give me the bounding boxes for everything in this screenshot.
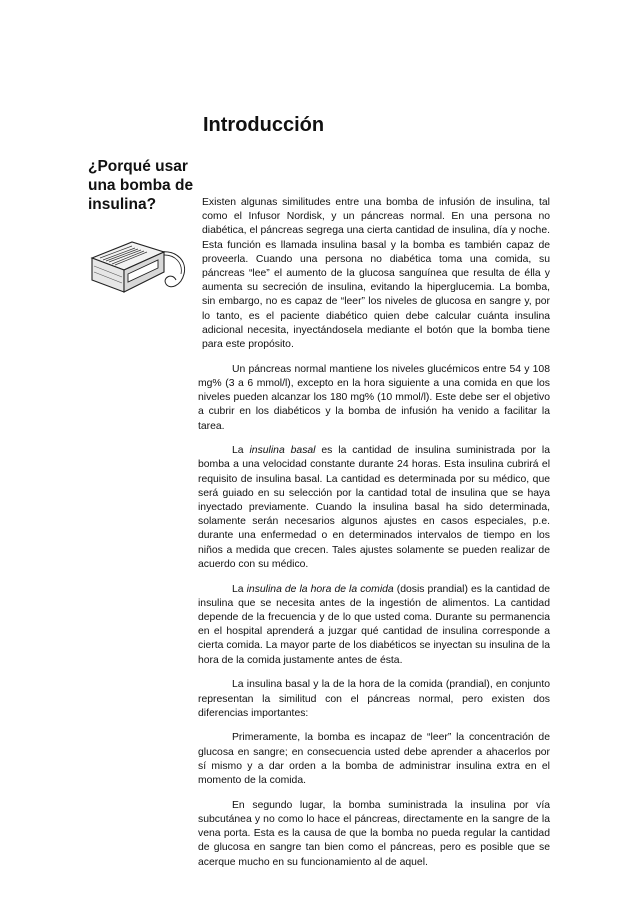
term-insulina-comida: insulina de la hora de la comida — [246, 583, 394, 595]
paragraph-7: En segundo lugar, la bomba suministrada la insulina por vía subcutánea y no como lo hace el páncreas, directamente en la sangre de la vena porta. Esta es la causa de que la bomba no pueda regular la cantidad de glucosa en sangre tan bien como el páncreas, pero es posible que se acerque mucho en su funcionamiento al de aquel. — [198, 799, 550, 868]
term-insulina-basal: insulina basal — [249, 445, 316, 457]
paragraph-3: La insulina basal es la cantidad de insulina suministrada por la bomba a una velocidad constante durante 24 horas. Esta insulina cubrirá el requisito de insulina basal. La cantidad es determinada por su médico, que será guiado en su selección por la cantidad total de insulina que se haya inyectado previamente. Cuando la insulina basal ha sido determinada, solamente serán necesarios algunos ajustes en casos especiales, p.e. durante una enfermedad o en determinados intervalos de tiempo en los niños a medida que crecen. Tales ajustes solamente se pueden realizar de acuerdo con su médico. — [198, 445, 550, 570]
insulin-pump-illustration-icon — [88, 222, 188, 300]
body-text — [198, 196, 550, 880]
paragraph-2: Un páncreas normal mantiene los niveles glucémicos entre 54 y 108 mg% (3 a 6 mmol/l), excepto en la hora siguiente a una comida en que los niveles pueden alcanzar los 180 mg% (10 mmol/l). Este debe ser el objetivo a cubrir en los diabéticos y la bomba de infusión ha venido a facilitar la tarea. — [198, 363, 550, 432]
paragraph-6: Primeramente, la bomba es incapaz de “leer” la concentración de glucosa en sangre; en consecuencia usted debe aprender a ahacerlos por sí mismo y a dar orden a la bomba de administrar insulina extra en el momento de la comida. — [198, 732, 550, 787]
page-title: Introducción — [203, 114, 325, 136]
section-heading: ¿Porqué usar una bomba de insulina? — [88, 158, 194, 213]
paragraph-5: La insulina basal y la de la hora de la comida (prandial), en conjunto representan la similitud con el páncreas normal, pero existen dos diferencias importantes: — [198, 679, 550, 719]
paragraph-4: La insulina de la hora de la comida (dosis prandial) es la cantidad de insulina que se necesita antes de la ingestión de alimentos. La cantidad depende de la frecuencia y de lo que usted coma. Durante su permanencia en el hospital aprenderá a juzgar qué cantidad de insulina corresponde a cierta comida. La mayor parte de los diabéticos se inyectan su insulina de la hora de la comida justamente antes de ésta. — [198, 583, 550, 666]
paragraph-1: Existen algunas similitudes entre una bomba de infusión de insulina, tal como el Infusor Nordisk, y un páncreas normal. En una persona no diabética, el páncreas segrega una cierta cantidad de insulina, día y noche. Esta función es llamada insulina basal y la bomba es también capaz de proveerla. Cuando una persona no diabética toma una comida, su páncreas “lee” el aumento de la glucosa sanguínea que resulta de élla y aumenta su secreción de insulina, evitando la hiperglucemia. La bomba, sin embargo, no es capaz de “leer” los niveles de glucosa en sangre y, por lo tanto, es el paciente diabético quien debe calcular cuánta insulina adicional necesita, inyectándosela mediante el botón que la bomba tiene para este propósito. — [202, 197, 550, 351]
